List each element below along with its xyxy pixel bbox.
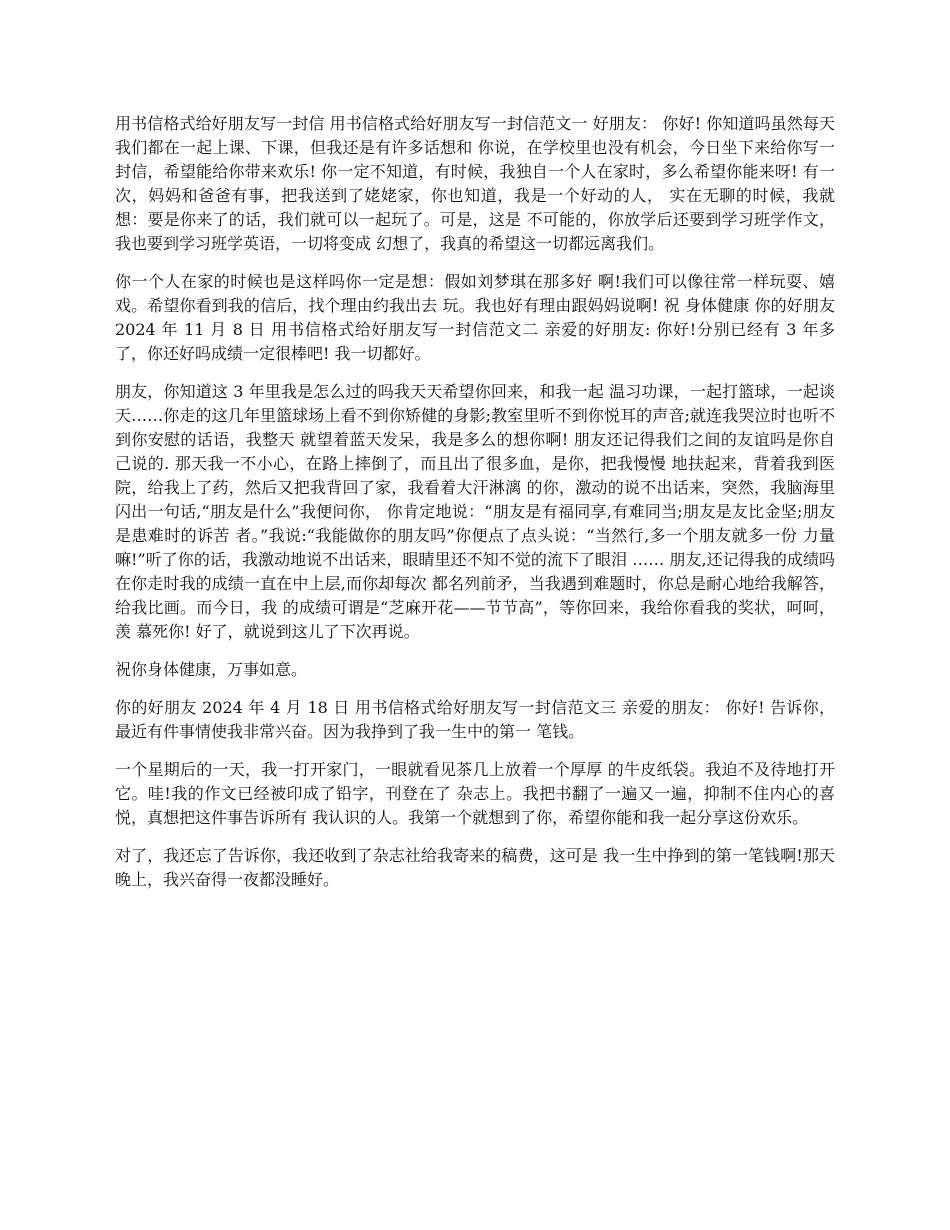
paragraph-3: 朋友，你知道这 3 年里我是怎么过的吗我天天希望你回来，和我一起 温习功课，一起打篮球，一起谈天……你走的这几年里篮球场上看不到你矫健的身影;教室里听不到你悦耳的声音;就连我哭泣时也听不到你安慰的话语，我整天 就望着蓝天发呆，我是多么的想你啊! 朋友还记得我们之间的友谊吗是你自己说的. 那天我一不小心，在路上摔倒了，而且出了很多血，是你，把我慢慢 地扶起来，背着我到医院，给我上了药，然后又把我背回了家，我看着大汗淋漓 的你，激动的说不出话来，突然，我脑海里闪出一句话,“朋友是什么”我便问你， 你肯定地说：“朋友是有福同享,有难同当;朋友是友比金坚;朋友是患难时的诉苦 者。”我说:“我能做你的朋友吗”你便点了点头说：“当然行,多一个朋友就多一份 力量嘛!”听了你的话，我激动地说不出话来，眼睛里还不知不觉的流下了眼泪 …… 朋友,还记得我的成绩吗在你走时我的成绩一直在中上层,而你却每次 都名列前矛，当我遇到难题时，你总是耐心地给我解答，给我比画。而今日，我 的成绩可谓是“芝麻开花——节节高”，等你回来，我给你看我的奖状，呵呵，羡 慕死你! 好了，就说到这儿了下次再说。 [115, 382, 835, 641]
paragraph-6: 一个星期后的一天，我一打开家门，一眼就看见茶几上放着一个厚厚 的牛皮纸袋。我迫不及待地打开它。哇!我的作文已经被印成了铅字，刊登在了 杂志上。我把书翻了一遍又一遍，抑制不住内心的喜悦，真想把这件事告诉所有 我认识的人。我第一个就想到了你，希望你能和我一起分享这份欢乐。 [115, 760, 835, 827]
paragraph-7: 对了，我还忘了告诉你，我还收到了杂志社给我寄来的稿费，这可是 我一生中挣到的第一笔钱啊!那天晚上，我兴奋得一夜都没睡好。 [115, 846, 835, 889]
document-body [115, 112, 835, 906]
paragraph-2: 你一个人在家的时候也是这样吗你一定是想：假如刘梦琪在那多好 啊!我们可以像往常一样玩耍、嬉戏。希望你看到我的信后，找个理由约我出去 玩。我也好有理由跟妈妈说啊! 祝 身体健康 你的好朋友 2024 年 11 月 8 日 用书信格式给好朋友写一封信范文二 亲爱的好朋友: 你好!分别已经有 3 年多了，你还好吗成绩一定很棒吧! 我一切都好。 [115, 272, 835, 363]
paragraph-1: 用书信格式给好朋友写一封信 用书信格式给好朋友写一封信范文一 好朋友： 你好! 你知道吗虽然每天我们都在一起上课、下课，但我还是有许多话想和 你说，在学校里也没有机会，今日坐下来给你写一封信，希望能给你带来欢乐! 你一定不知道，有时候，我独自一个人在家时，多么希望你能来呀! 有一次，妈妈和爸爸有事，把我送到了姥姥家，你也知道，我是一个好动的人， 实在无聊的时候，我就想：要是你来了的话，我们就可以一起玩了。可是，这是 不可能的，你放学后还要到学习班学作文，我也要到学习班学英语，一切将变成 幻想了，我真的希望这一切都远离我们。 [115, 114, 835, 253]
paragraph-5: 你的好朋友 2024 年 4 月 18 日 用书信格式给好朋友写一封信范文三 亲爱的朋友： 你好! 告诉你，最近有件事情使我非常兴奋。因为我挣到了我一生中的第一 笔钱。 [115, 698, 835, 741]
paragraph-4: 祝你身体健康，万事如意。 [115, 660, 308, 679]
